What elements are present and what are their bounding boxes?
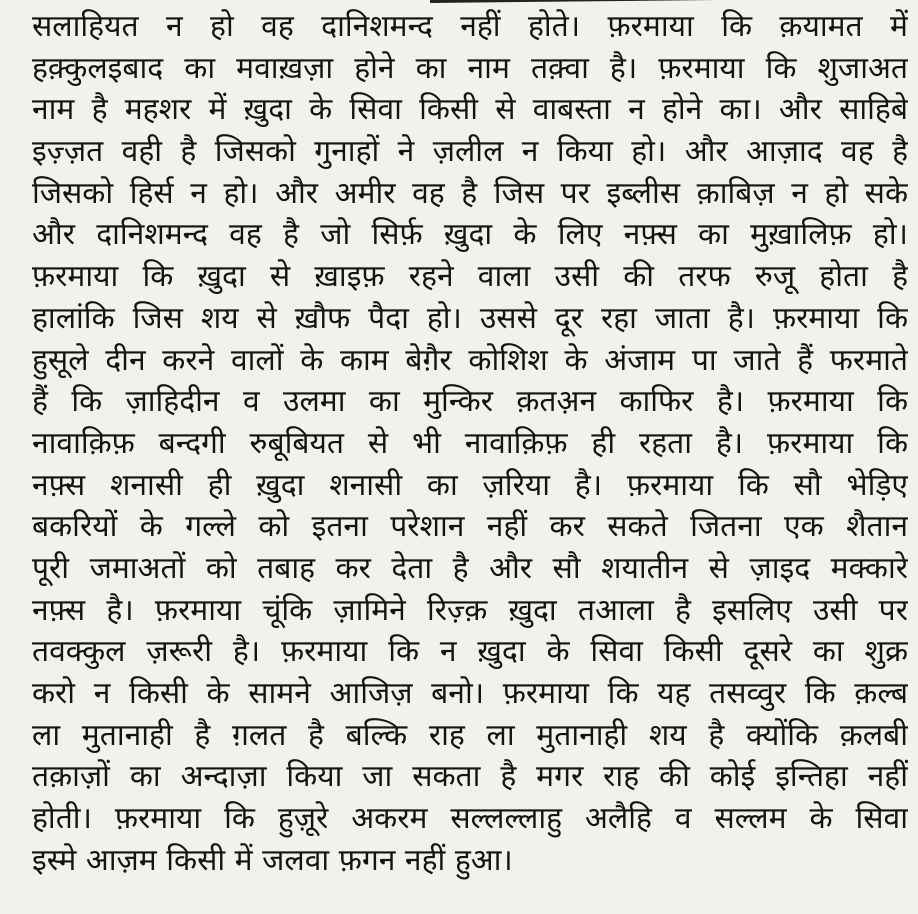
text-line: सलाहियत न हो वह दानिशमन्द नहीं होते। फ़रमाया कि क़यामत में <box>32 9 908 44</box>
text-line: हालांकि जिस शय से ख़ौफ पैदा हो। उससे दूर रहा जाता है। फ़रमाया कि <box>32 300 908 336</box>
top-border-rule <box>430 0 918 3</box>
text-line: बकरियों के गल्ले को इतना परेशान नहीं कर सकते जितना एक शैतान <box>32 509 908 545</box>
text-line: पूरी जमाअतों को तबाह कर देता है और सौ शयातीन से ज़ाइद मक्कारे <box>32 550 908 586</box>
text-line: नफ़्स शनासी ही ख़ुदा शनासी का ज़रिया है। फ़रमाया कि सौ भेड़िए <box>32 467 908 503</box>
text-line: और दानिशमन्द वह है जो सिर्फ़ ख़ुदा के लिए नफ़्स का मुख़ालिफ़ हो। <box>32 217 908 253</box>
text-line: तवक्कुल ज़रूरी है। फ़रमाया कि न ख़ुदा के सिवा किसी दूसरे का शुक्र <box>32 634 908 670</box>
text-line: करो न किसी के सामने आजिज़ बनो। फ़रमाया कि यह तसव्वुर कि क़ल्ब <box>32 676 908 711</box>
body-text <box>32 6 908 881</box>
text-line-last: इस्मे आज़म किसी में जलवा फ़गन नहीं हुआ। <box>32 842 513 878</box>
text-line: ला मुतानाही है ग़लत है बल्कि राह ला मुतानाही शय है क्योंकि क़लबी <box>32 717 908 753</box>
text-line: नाम है महशर में ख़ुदा के सिवा किसी से वाबस्ता न होने का। और साहिबे <box>32 92 908 128</box>
text-line: तक़ाज़ों का अन्दाज़ा किया जा सकता है मगर राह की कोई इन्तिहा नहीं <box>32 759 908 795</box>
text-line: नफ़्स है। फ़रमाया चूंकि ज़ामिने रिज़्क़ ख़ुदा तआला है इसलिए उसी पर <box>32 592 908 628</box>
text-line: नावाक़िफ़ बन्दगी रुबूबियत से भी नावाक़िफ़ ही रहता है। फ़रमाया कि <box>32 425 908 461</box>
text-line: इज़्ज़त वही है जिसको गुनाहों ने ज़लील न किया हो। और आज़ाद वह है <box>32 134 908 170</box>
text-line: हैं कि ज़ाहिदीन व उलमा का मुन्किर क़तअ़न काफिर है। फ़रमाया कि <box>32 384 908 420</box>
text-line: फ़रमाया कि ख़ुदा से ख़ाइफ़ रहने वाला उसी की तरफ रुजू होता है <box>32 259 908 295</box>
text-line: हुसूले दीन करने वालों के काम बेग़ैर कोशिश के अंजाम पा जाते हैं फरमाते <box>32 342 908 378</box>
text-line: हक़्कुलइबाद का मवाख़ज़ा होने का नाम तक़्वा है। फ़रमाया कि शुजाअत <box>32 50 908 86</box>
text-line: होती। फ़रमाया कि हुज़ूरे अकरम सल्लल्लाहु अलैहि व सल्लम के सिवा <box>32 801 908 837</box>
text-line: जिसको हिर्स न हो। और अमीर वह है जिस पर इब्लीस क़ाबिज़ न हो सके <box>32 175 908 211</box>
